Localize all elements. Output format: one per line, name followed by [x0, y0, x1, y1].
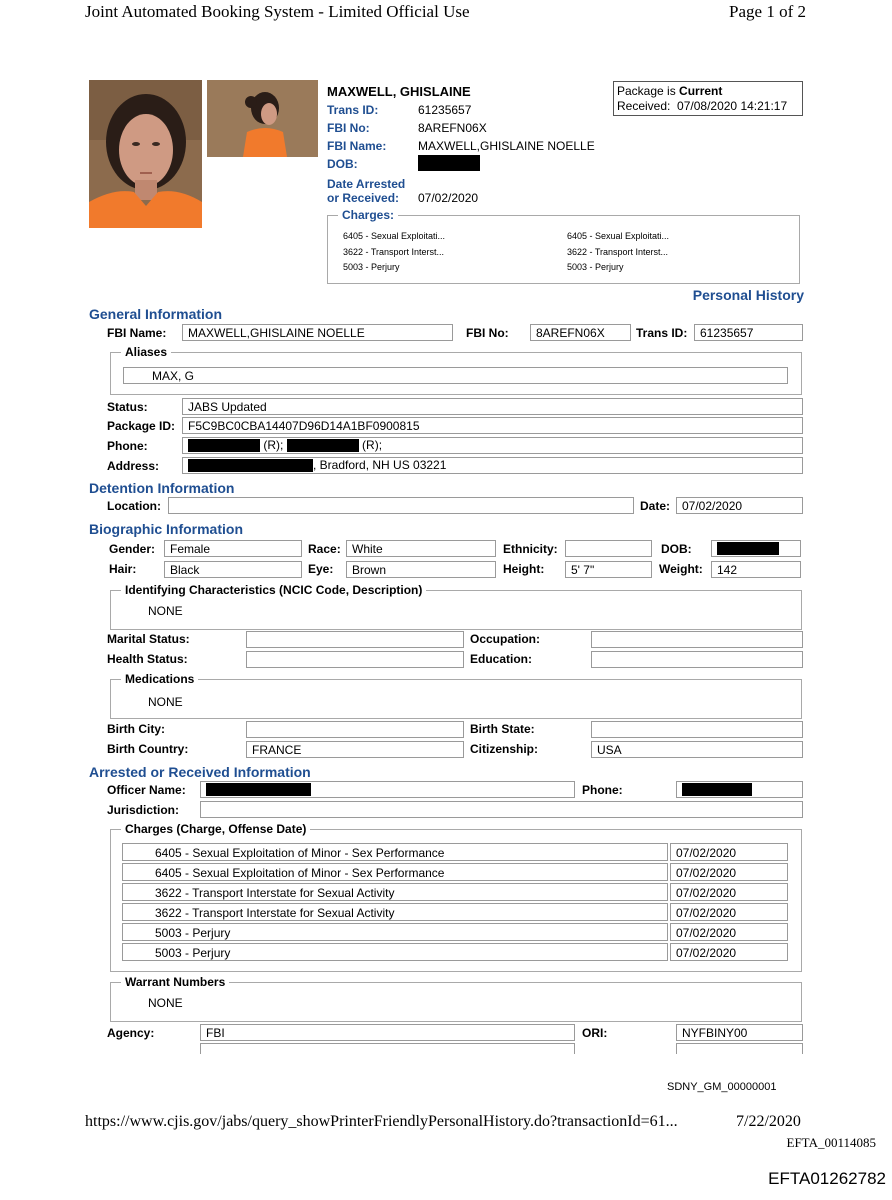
officer-name-label: Officer Name:	[107, 783, 186, 797]
agency-extra-field	[200, 1043, 575, 1054]
health-status-label: Health Status:	[107, 652, 188, 666]
birth-city-field	[246, 721, 464, 738]
identifying-characteristics-value: NONE	[148, 604, 183, 618]
summary-charge: 6405 - Sexual Exploitati...	[567, 231, 670, 241]
summary-charge: 3622 - Transport Interst...	[567, 247, 669, 257]
eye-field: Brown	[346, 561, 496, 578]
print-footer-date: 7/22/2020	[736, 1113, 801, 1130]
citizenship-label: Citizenship:	[470, 742, 538, 756]
redacted-street	[188, 459, 313, 472]
summary-charges-group	[327, 208, 800, 284]
officer-name-field	[200, 781, 575, 798]
address-city: , Bradford, NH US 03221	[313, 458, 447, 472]
status-label: Status:	[107, 400, 148, 414]
gender-label: Gender:	[109, 542, 156, 556]
bio-dob-field	[711, 540, 801, 557]
charge-date: 07/02/2020	[670, 943, 788, 961]
redacted-officer-name	[206, 783, 311, 796]
personal-history-heading: Personal History	[692, 287, 804, 303]
fbi-no-value: 8AREFN06X	[418, 121, 487, 135]
fbi-name-label: FBI Name:	[327, 139, 387, 153]
gen-fbi-name-label: FBI Name:	[107, 326, 167, 340]
birth-country-label: Birth Country:	[107, 742, 189, 756]
ethnicity-label: Ethnicity:	[503, 542, 558, 556]
medications-group	[110, 672, 802, 719]
officer-phone-label: Phone:	[582, 783, 623, 797]
weight-field: 142	[711, 561, 801, 578]
occupation-field	[591, 631, 803, 648]
alias-field: MAX, G	[123, 367, 788, 384]
package-status-label: Package is	[617, 84, 676, 98]
profile-booking-photo	[207, 80, 318, 157]
gen-fbi-no-field: 8AREFN06X	[530, 324, 631, 341]
phone-type-2: (R);	[362, 438, 383, 452]
status-field: JABS Updated	[182, 398, 803, 415]
general-info-heading: General Information	[89, 306, 223, 322]
detention-date-field: 07/02/2020	[676, 497, 803, 514]
package-status-box	[613, 81, 803, 116]
trans-id-value: 61235657	[418, 103, 472, 117]
occupation-label: Occupation:	[470, 632, 541, 646]
date-arrested-label: Date Arrested	[327, 177, 406, 191]
received-label: Received:	[617, 99, 671, 113]
birth-country-field: FRANCE	[246, 741, 464, 758]
jurisdiction-field	[200, 801, 803, 818]
gen-trans-id-label: Trans ID:	[636, 326, 688, 340]
print-header-title: Joint Automated Booking System - Limited Official Use	[85, 2, 470, 21]
summary-charge: 3622 - Transport Interst...	[343, 247, 445, 257]
charge-description: 5003 - Perjury	[122, 923, 668, 941]
location-field	[168, 497, 634, 514]
summary-charges-label: Charges:	[338, 208, 398, 222]
charge-date: 07/02/2020	[670, 923, 788, 941]
charge-description: 3622 - Transport Interstate for Sexual Activity	[122, 883, 668, 901]
phone-label: Phone:	[107, 439, 148, 453]
address-label: Address:	[107, 459, 160, 473]
charge-description: 6405 - Sexual Exploitation of Minor - Sex Performance	[122, 843, 668, 861]
redacted-phone-2	[287, 439, 359, 452]
redacted-bio-dob	[717, 542, 779, 555]
citizenship-field: USA	[591, 741, 803, 758]
summary-charge: 6405 - Sexual Exploitati...	[343, 231, 446, 241]
bates-number: SDNY_GM_00000001	[667, 1081, 777, 1093]
education-field	[591, 651, 803, 668]
warrant-numbers-value: NONE	[148, 996, 183, 1010]
height-label: Height:	[503, 562, 545, 576]
efta-stamp-2: EFTA01262782	[768, 1169, 886, 1188]
ethnicity-field	[565, 540, 652, 557]
gen-fbi-no-label: FBI No:	[466, 326, 509, 340]
redacted-phone-1	[188, 439, 260, 452]
print-header-page: Page 1 of 2	[729, 2, 806, 21]
race-field: White	[346, 540, 496, 557]
marital-status-label: Marital Status:	[107, 632, 190, 646]
summary-charge: 5003 - Perjury	[567, 262, 624, 272]
eye-label: Eye:	[308, 562, 334, 576]
warrant-numbers-group	[110, 975, 802, 1022]
hair-label: Hair:	[109, 562, 137, 576]
hair-field: Black	[164, 561, 302, 578]
charge-description: 3622 - Transport Interstate for Sexual Activity	[122, 903, 668, 921]
agency-label: Agency:	[107, 1026, 155, 1040]
arrest-heading: Arrested or Received Information	[89, 764, 311, 780]
redacted-officer-phone	[682, 783, 752, 796]
bio-dob-label: DOB:	[661, 542, 692, 556]
received-value: 07/08/2020 14:21:17	[677, 99, 788, 113]
birth-city-label: Birth City:	[107, 722, 165, 736]
charge-date: 07/02/2020	[670, 903, 788, 921]
charge-description: 5003 - Perjury	[122, 943, 668, 961]
charge-description: 6405 - Sexual Exploitation of Minor - Sex Performance	[122, 863, 668, 881]
package-id-field: F5C9BC0CBA14407D96D14A1BF0900815	[182, 417, 803, 434]
charges-label: Charges (Charge, Offense Date)	[121, 822, 310, 836]
summary-charge: 5003 - Perjury	[343, 262, 400, 272]
gen-fbi-name-field: MAXWELL,GHISLAINE NOELLE	[182, 324, 453, 341]
height-field: 5' 7"	[565, 561, 652, 578]
warrant-numbers-label: Warrant Numbers	[121, 975, 229, 989]
identifying-characteristics-label: Identifying Characteristics (NCIC Code, Description)	[121, 583, 426, 597]
redacted-dob	[418, 155, 480, 171]
ori-label: ORI:	[582, 1026, 608, 1040]
package-status-value: Current	[679, 84, 723, 98]
dob-label: DOB:	[327, 157, 358, 171]
marital-status-field	[246, 631, 464, 648]
phone-field	[182, 437, 803, 454]
charge-date: 07/02/2020	[670, 863, 788, 881]
race-label: Race:	[308, 542, 341, 556]
charge-date: 07/02/2020	[670, 843, 788, 861]
medications-value: NONE	[148, 695, 183, 709]
location-label: Location:	[107, 499, 161, 513]
jurisdiction-label: Jurisdiction:	[107, 803, 180, 817]
trans-id-label: Trans ID:	[327, 103, 379, 117]
aliases-group	[110, 345, 802, 395]
detention-heading: Detention Information	[89, 480, 235, 496]
subject-name: MAXWELL, GHISLAINE	[327, 84, 471, 99]
ori-extra-field	[676, 1043, 803, 1054]
birth-state-label: Birth State:	[470, 722, 535, 736]
biographic-heading: Biographic Information	[89, 521, 243, 537]
health-status-field	[246, 651, 464, 668]
education-label: Education:	[470, 652, 532, 666]
fbi-name-value: MAXWELL,GHISLAINE NOELLE	[418, 139, 595, 153]
fbi-no-label: FBI No:	[327, 121, 370, 135]
medications-label: Medications	[121, 672, 198, 686]
charge-date: 07/02/2020	[670, 883, 788, 901]
package-id-label: Package ID:	[107, 419, 176, 433]
or-received-label: or Received:	[327, 191, 400, 205]
weight-label: Weight:	[659, 562, 703, 576]
efta-stamp-1: EFTA_00114085	[786, 1135, 876, 1150]
print-footer-url: https://www.cjis.gov/jabs/query_showPrinterFriendlyPersonalHistory.do?transactionId=61...	[85, 1113, 678, 1130]
ori-field: NYFBINY00	[676, 1024, 803, 1041]
aliases-label: Aliases	[121, 345, 171, 359]
agency-field: FBI	[200, 1024, 575, 1041]
officer-phone-field	[676, 781, 803, 798]
address-field	[182, 457, 803, 474]
front-booking-photo	[89, 80, 202, 228]
phone-type-1: (R);	[263, 438, 284, 452]
date-arrested-value: 07/02/2020	[418, 191, 479, 205]
detention-date-label: Date:	[640, 499, 671, 513]
gen-trans-id-field: 61235657	[694, 324, 803, 341]
identifying-characteristics-group	[110, 583, 802, 630]
gender-field: Female	[164, 540, 302, 557]
birth-state-field	[591, 721, 803, 738]
